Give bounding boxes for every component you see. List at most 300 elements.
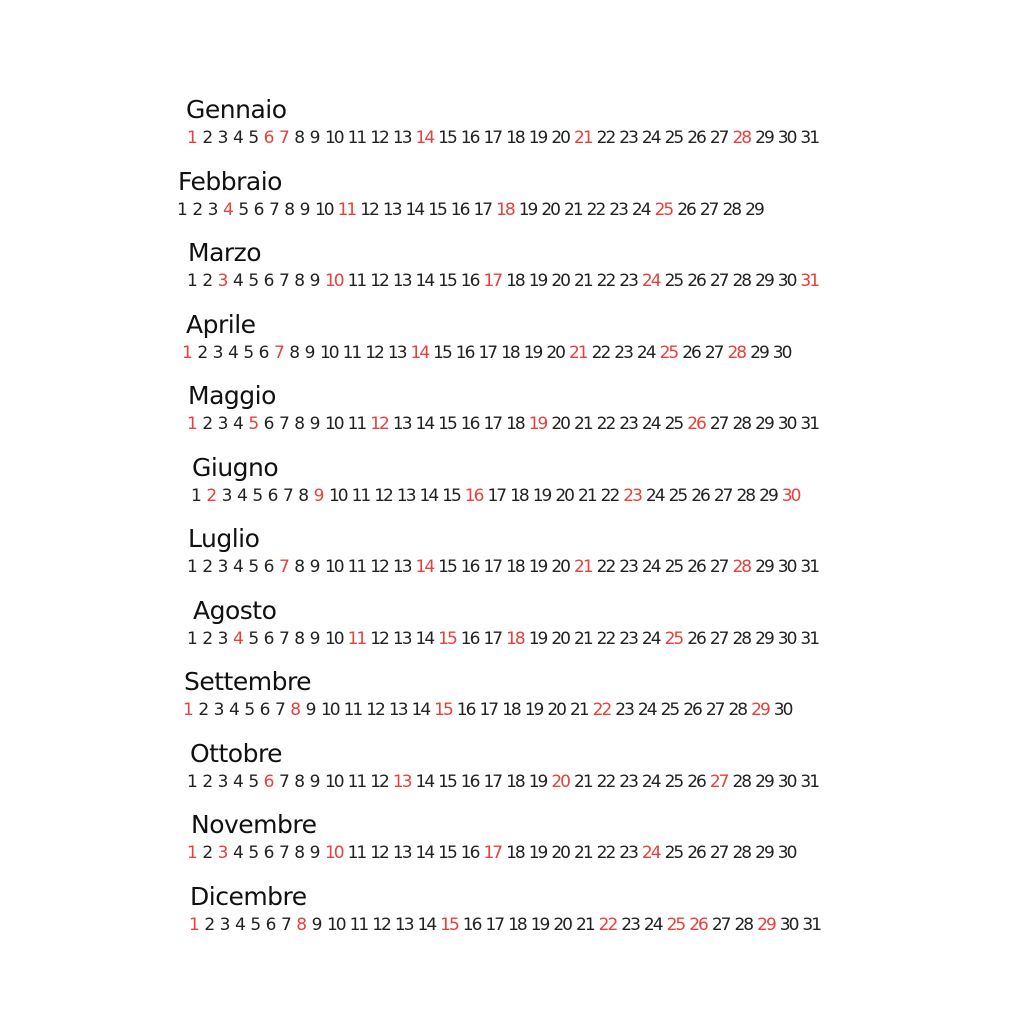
- day: 14: [415, 771, 434, 792]
- month-name: Marzo: [188, 238, 262, 267]
- day: 5: [248, 843, 259, 863]
- day: 9: [304, 342, 315, 363]
- month-name: Dicembre: [190, 881, 307, 911]
- day: 18: [506, 414, 524, 434]
- day: 20: [546, 342, 564, 363]
- holiday-day: 4: [222, 199, 234, 220]
- day: 19: [523, 342, 542, 363]
- day: 16: [460, 128, 479, 148]
- day: 3: [207, 199, 218, 220]
- day: 27: [699, 199, 718, 220]
- day: 10: [324, 128, 343, 148]
- day: 11: [347, 843, 366, 863]
- month-name: Giugno: [192, 452, 279, 482]
- day: 28: [736, 485, 755, 506]
- day: 3: [212, 342, 223, 363]
- day: 22: [591, 342, 610, 363]
- day: 29: [755, 128, 773, 148]
- day: 25: [664, 843, 683, 863]
- holiday-day: 14: [410, 342, 429, 363]
- month-settembre: [0, 667, 1024, 739]
- day: 27: [705, 700, 724, 720]
- day: 26: [682, 342, 700, 363]
- day: 21: [574, 771, 592, 792]
- day: 22: [596, 414, 615, 434]
- day: 23: [619, 628, 637, 649]
- day: 31: [800, 128, 819, 148]
- day: 13: [396, 485, 415, 506]
- month-name: Gennaio: [186, 95, 287, 124]
- day: 13: [382, 199, 401, 220]
- day: 10: [324, 557, 343, 577]
- day: 20: [555, 485, 573, 506]
- day: 21: [574, 414, 592, 434]
- day: 7: [278, 271, 290, 291]
- day: 24: [641, 128, 660, 148]
- holiday-day: 14: [415, 557, 434, 577]
- day: 23: [619, 771, 637, 792]
- holiday-day: 25: [654, 199, 673, 220]
- day: 12: [360, 199, 378, 220]
- day: 18: [510, 485, 528, 506]
- day: 17: [479, 700, 498, 720]
- month-gennaio: [0, 95, 1024, 167]
- day: 4: [236, 485, 248, 506]
- day: 17: [485, 914, 504, 935]
- day: 29: [759, 485, 777, 506]
- month-name: Novembre: [191, 810, 317, 839]
- day: 8: [289, 342, 300, 363]
- day: 9: [305, 700, 316, 720]
- day: 10: [324, 628, 343, 649]
- day-row: [187, 627, 823, 651]
- month-name: Ottobre: [190, 738, 283, 768]
- day: 16: [460, 628, 479, 649]
- day: 11: [347, 771, 366, 792]
- holiday-day: 12: [370, 414, 388, 434]
- day: 12: [374, 485, 392, 506]
- holiday-day: 15: [440, 914, 458, 935]
- day: 4: [227, 342, 239, 363]
- day: 12: [370, 557, 388, 577]
- day: 30: [777, 128, 796, 148]
- day: 31: [802, 914, 821, 935]
- day: 14: [415, 843, 434, 863]
- day: 25: [668, 485, 687, 506]
- day: 22: [596, 628, 615, 649]
- day: 15: [428, 199, 446, 220]
- day: 2: [202, 414, 213, 434]
- day: 20: [551, 271, 569, 291]
- day: 2: [202, 557, 213, 577]
- day: 18: [506, 271, 524, 291]
- holiday-day: 1: [189, 914, 200, 935]
- holiday-day: 29: [751, 700, 769, 720]
- holiday-day: 20: [551, 771, 569, 792]
- day: 26: [677, 199, 695, 220]
- day: 10: [324, 771, 343, 792]
- day: 21: [570, 700, 588, 720]
- holiday-day: 23: [623, 485, 641, 506]
- day: 19: [518, 199, 537, 220]
- day: 6: [263, 414, 274, 434]
- day: 14: [415, 414, 434, 434]
- day: 17: [483, 628, 502, 649]
- holiday-day: 22: [592, 700, 611, 720]
- day: 25: [660, 700, 679, 720]
- holiday-day: 18: [506, 628, 524, 649]
- day: 23: [619, 414, 637, 434]
- day-row: [187, 412, 823, 436]
- day: 8: [294, 557, 305, 577]
- day: 16: [460, 271, 479, 291]
- day: 5: [238, 199, 249, 220]
- holiday-day: 11: [337, 199, 356, 220]
- day: 4: [234, 914, 246, 935]
- month-name: Settembre: [184, 667, 312, 696]
- day: 8: [294, 128, 305, 148]
- day: 29: [755, 628, 773, 649]
- day: 9: [309, 271, 320, 291]
- day: 5: [248, 771, 259, 792]
- day: 16: [460, 843, 479, 863]
- holiday-day: 21: [574, 557, 592, 577]
- holiday-day: 1: [187, 414, 198, 434]
- day: 23: [614, 342, 632, 363]
- day: 5: [244, 700, 255, 720]
- day: 26: [687, 557, 705, 577]
- day: 23: [619, 128, 637, 148]
- day: 9: [309, 628, 320, 649]
- holiday-day: 29: [757, 914, 775, 935]
- day: 4: [232, 771, 244, 792]
- day: 24: [631, 199, 650, 220]
- day: 21: [574, 271, 592, 291]
- day: 8: [284, 199, 295, 220]
- month-ottobre: [0, 739, 1024, 811]
- holiday-day: 21: [574, 128, 592, 148]
- month-name: Febbraio: [178, 166, 282, 196]
- holiday-day: 4: [232, 628, 244, 649]
- day: 30: [773, 700, 792, 720]
- day: 22: [600, 485, 619, 506]
- day: 15: [438, 128, 456, 148]
- day: 18: [506, 843, 524, 863]
- day: 2: [202, 128, 213, 148]
- day: 6: [263, 628, 274, 649]
- day: 20: [551, 414, 569, 434]
- day: 30: [777, 414, 796, 434]
- day: 22: [596, 271, 615, 291]
- day: 5: [252, 485, 263, 506]
- holiday-day: 31: [800, 271, 819, 291]
- day: 4: [232, 271, 244, 291]
- day: 8: [294, 771, 305, 792]
- holiday-day: 21: [569, 342, 587, 363]
- day: 28: [728, 700, 747, 720]
- day-row: [187, 841, 800, 865]
- day-row: [177, 198, 768, 222]
- day: 26: [687, 843, 705, 863]
- day: 24: [641, 628, 660, 649]
- day: 26: [683, 700, 701, 720]
- day: 14: [417, 914, 436, 935]
- day: 24: [637, 700, 656, 720]
- day: 5: [248, 271, 259, 291]
- day-row: [189, 913, 825, 937]
- day: 2: [202, 271, 213, 291]
- day: 3: [213, 700, 224, 720]
- day: 24: [645, 485, 664, 506]
- day: 17: [478, 342, 497, 363]
- day: 19: [528, 771, 547, 792]
- holiday-day: 8: [296, 914, 307, 935]
- day: 5: [248, 628, 259, 649]
- day: 25: [664, 128, 683, 148]
- day: 16: [450, 199, 469, 220]
- holiday-day: 1: [183, 700, 194, 720]
- day-row: [187, 555, 823, 579]
- day: 4: [232, 128, 244, 148]
- day: 21: [578, 485, 596, 506]
- day: 15: [433, 342, 451, 363]
- holiday-day: 1: [187, 843, 198, 863]
- month-aprile: [0, 310, 1024, 382]
- day: 25: [664, 771, 683, 792]
- month-giugno: [0, 453, 1024, 525]
- day: 6: [267, 485, 278, 506]
- day: 6: [265, 914, 276, 935]
- holiday-day: 2: [206, 485, 217, 506]
- day: 2: [197, 342, 208, 363]
- month-name: Luglio: [188, 524, 260, 553]
- day: 20: [547, 700, 565, 720]
- day: 11: [343, 700, 362, 720]
- day: 4: [232, 557, 244, 577]
- holiday-day: 10: [324, 843, 343, 863]
- day: 18: [508, 914, 526, 935]
- day: 21: [574, 628, 592, 649]
- day: 26: [687, 771, 705, 792]
- day: 9: [309, 128, 320, 148]
- day: 28: [732, 414, 751, 434]
- day: 31: [800, 628, 819, 649]
- day: 7: [274, 700, 286, 720]
- day: 6: [259, 700, 270, 720]
- day: 2: [202, 628, 213, 649]
- day: 19: [528, 557, 547, 577]
- day: 1: [191, 485, 202, 506]
- day: 16: [460, 557, 479, 577]
- day-row: [187, 269, 823, 293]
- day: 29: [755, 843, 773, 863]
- day: 26: [687, 128, 705, 148]
- month-maggio: [0, 381, 1024, 453]
- day: 8: [294, 271, 305, 291]
- day: 12: [370, 771, 388, 792]
- day: 14: [419, 485, 438, 506]
- holiday-day: 13: [392, 771, 411, 792]
- month-agosto: [0, 596, 1024, 668]
- day: 20: [551, 557, 569, 577]
- day: 22: [596, 557, 615, 577]
- holiday-day: 3: [217, 843, 228, 863]
- day: 23: [619, 557, 637, 577]
- day: 15: [438, 557, 456, 577]
- day: 10: [320, 700, 339, 720]
- day: 16: [456, 700, 475, 720]
- holiday-day: 6: [263, 771, 274, 792]
- day: 20: [551, 628, 569, 649]
- day: 30: [777, 771, 796, 792]
- day: 13: [392, 271, 411, 291]
- day: 15: [438, 771, 456, 792]
- day: 30: [772, 342, 791, 363]
- day: 15: [442, 485, 460, 506]
- day: 10: [328, 485, 347, 506]
- day: 30: [777, 271, 796, 291]
- holiday-day: 30: [781, 485, 800, 506]
- day: 12: [372, 914, 390, 935]
- day: 14: [411, 700, 430, 720]
- day: 3: [217, 628, 228, 649]
- day: 22: [596, 843, 615, 863]
- day: 8: [294, 843, 305, 863]
- day: 9: [309, 557, 320, 577]
- day: 23: [609, 199, 627, 220]
- day: 28: [732, 271, 751, 291]
- day: 26: [691, 485, 709, 506]
- holiday-day: 5: [248, 414, 259, 434]
- month-name: Aprile: [186, 309, 256, 339]
- day: 15: [438, 843, 456, 863]
- day: 7: [278, 628, 290, 649]
- day: 30: [777, 843, 796, 863]
- holiday-day: 1: [182, 342, 193, 363]
- day: 29: [750, 342, 768, 363]
- day: 27: [709, 414, 728, 434]
- day: 27: [709, 843, 728, 863]
- holiday-day: 25: [664, 628, 683, 649]
- day: 15: [438, 414, 456, 434]
- month-dicembre: [0, 882, 1024, 954]
- holiday-day: 25: [666, 914, 685, 935]
- month-luglio: [0, 524, 1024, 596]
- day: 12: [370, 843, 388, 863]
- day: 8: [294, 628, 305, 649]
- day: 1: [187, 628, 198, 649]
- holiday-day: 7: [278, 128, 290, 148]
- day: 18: [501, 342, 519, 363]
- day: 20: [541, 199, 559, 220]
- day: 7: [282, 485, 294, 506]
- day: 9: [311, 914, 322, 935]
- day: 23: [619, 271, 637, 291]
- day: 16: [460, 414, 479, 434]
- holiday-day: 28: [732, 557, 751, 577]
- day: 10: [319, 342, 338, 363]
- day: 18: [506, 128, 524, 148]
- day: 29: [755, 557, 773, 577]
- day-row: [187, 770, 823, 794]
- day: 19: [528, 628, 547, 649]
- holiday-day: 22: [598, 914, 617, 935]
- day: 26: [687, 628, 705, 649]
- day: 2: [202, 771, 213, 792]
- holiday-day: 26: [687, 414, 705, 434]
- day: 28: [722, 199, 741, 220]
- month-febbraio: [0, 167, 1024, 239]
- day: 27: [713, 485, 732, 506]
- day: 11: [349, 914, 368, 935]
- day: 3: [217, 557, 228, 577]
- day: 20: [551, 843, 569, 863]
- day: 5: [248, 557, 259, 577]
- day: 22: [586, 199, 605, 220]
- day: 28: [732, 771, 751, 792]
- holiday-day: 14: [415, 128, 434, 148]
- holiday-day: 28: [732, 128, 751, 148]
- day: 4: [232, 414, 244, 434]
- day: 3: [221, 485, 232, 506]
- day: 29: [755, 271, 773, 291]
- day: 3: [217, 128, 228, 148]
- day: 28: [732, 628, 751, 649]
- holiday-day: 11: [347, 628, 366, 649]
- day: 20: [551, 128, 569, 148]
- day: 13: [387, 342, 406, 363]
- day: 2: [192, 199, 203, 220]
- day: 11: [347, 557, 366, 577]
- day: 18: [502, 700, 520, 720]
- day: 22: [596, 771, 615, 792]
- day: 10: [326, 914, 345, 935]
- day: 7: [278, 771, 290, 792]
- day: 15: [438, 271, 456, 291]
- day: 22: [596, 128, 615, 148]
- day: 7: [278, 414, 290, 434]
- day: 30: [777, 557, 796, 577]
- day: 12: [365, 342, 383, 363]
- day-row: [183, 698, 796, 722]
- day: 27: [709, 628, 728, 649]
- day: 16: [462, 914, 481, 935]
- day: 28: [732, 843, 751, 863]
- day: 25: [664, 271, 683, 291]
- day: 11: [351, 485, 370, 506]
- day: 11: [347, 414, 366, 434]
- day: 3: [217, 414, 228, 434]
- day: 18: [506, 557, 524, 577]
- day: 11: [347, 271, 366, 291]
- day: 12: [370, 128, 388, 148]
- day: 19: [524, 700, 543, 720]
- day: 24: [641, 557, 660, 577]
- holiday-day: 3: [217, 271, 228, 291]
- day: 5: [248, 128, 259, 148]
- day: 3: [219, 914, 230, 935]
- day: 5: [250, 914, 261, 935]
- day: 27: [704, 342, 723, 363]
- day: 29: [755, 414, 773, 434]
- holiday-day: 9: [313, 485, 324, 506]
- day: 5: [243, 342, 254, 363]
- holiday-day: 7: [273, 342, 285, 363]
- day: 28: [734, 914, 753, 935]
- day: 17: [483, 128, 502, 148]
- holiday-day: 15: [434, 700, 452, 720]
- day: 1: [187, 771, 198, 792]
